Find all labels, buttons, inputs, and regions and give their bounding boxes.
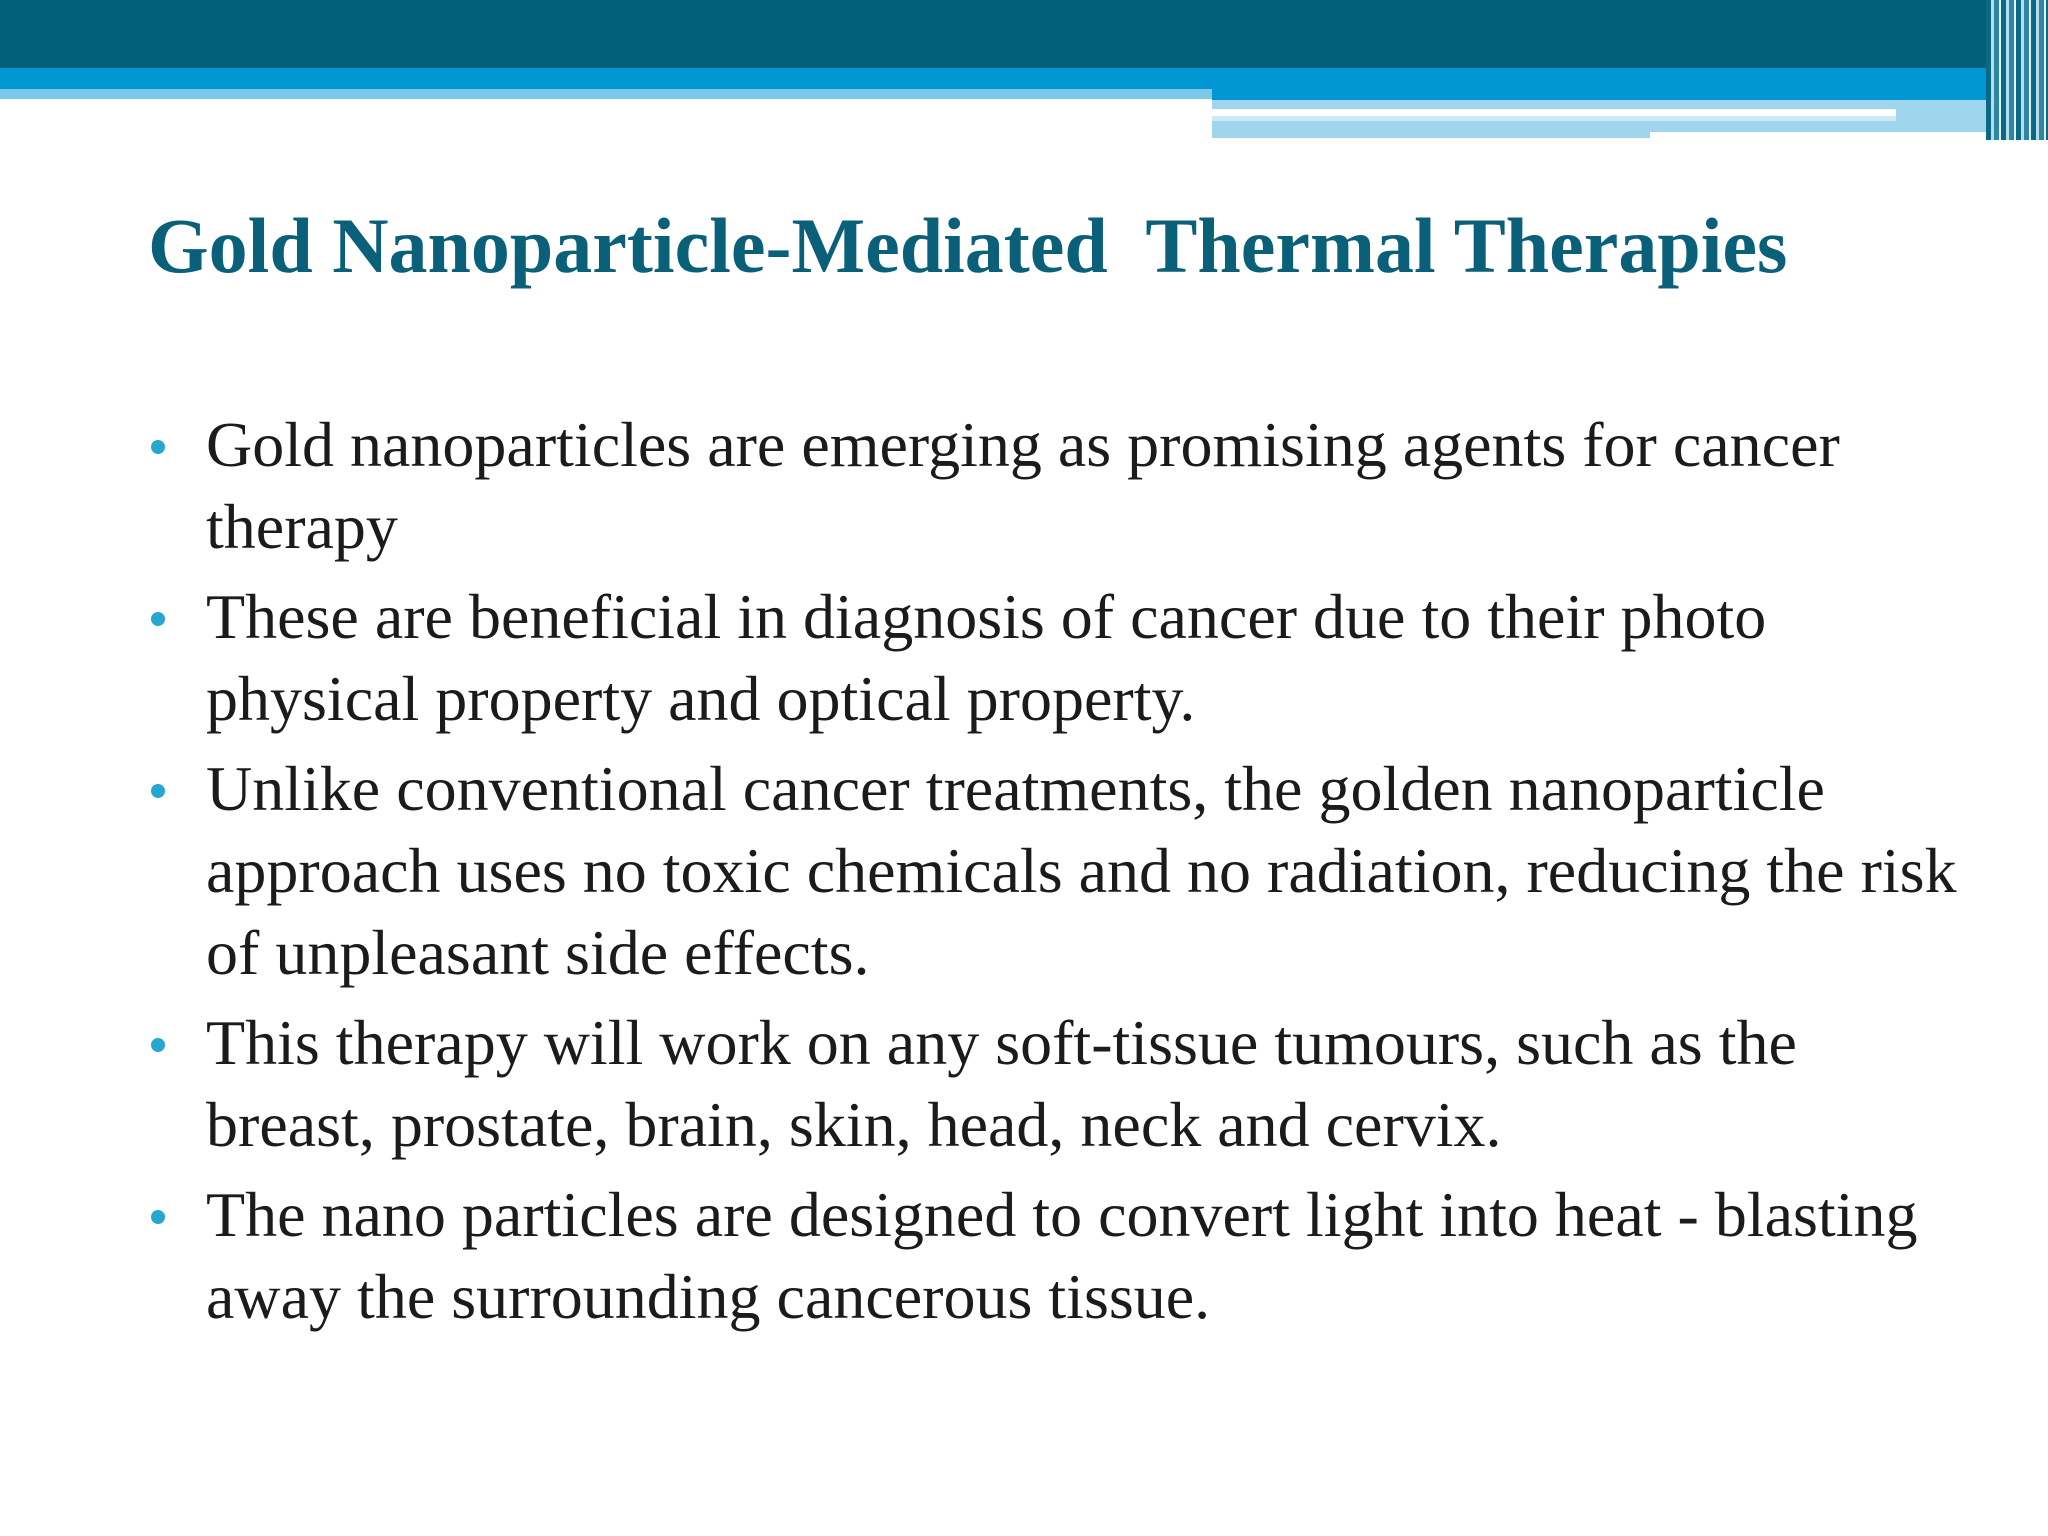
bullet-item bbox=[148, 576, 1968, 740]
bullet-item bbox=[148, 1174, 1968, 1338]
header-band-dark bbox=[0, 0, 2048, 68]
header-band-right-line-secondary bbox=[1212, 116, 1896, 121]
bullet-dot-icon bbox=[151, 612, 165, 626]
header-edge-stripes bbox=[1986, 0, 2048, 140]
bullet-list bbox=[148, 404, 1968, 1346]
bullet-dot-icon bbox=[151, 784, 165, 798]
bullet-dot-icon bbox=[151, 1210, 165, 1224]
bullet-text: Unlike conventional cancer treatments, the golden nanoparticle approach uses no toxic chemicals and no radiation, reducing the risk of unpleasant side effects. bbox=[206, 753, 1957, 988]
slide-title: Gold Nanoparticle-Mediated Thermal Therapies bbox=[148, 202, 1788, 289]
bullet-item bbox=[148, 404, 1968, 568]
header-band-mid bbox=[0, 68, 1212, 89]
bullet-dot-icon bbox=[151, 440, 165, 454]
bullet-text: This therapy will work on any soft-tissue tumours, such as the breast, prostate, brain, skin, head, neck and cervix. bbox=[206, 1007, 1797, 1160]
bullet-item bbox=[148, 748, 1968, 994]
bullet-item bbox=[148, 1002, 1968, 1166]
header-band-light bbox=[0, 89, 1212, 99]
bullet-text: These are beneficial in diagnosis of cancer due to their photo physical property and optical property. bbox=[206, 581, 1767, 734]
bullet-dot-icon bbox=[151, 1038, 165, 1052]
bullet-text: Gold nanoparticles are emerging as promising agents for cancer therapy bbox=[206, 409, 1840, 562]
bullet-text: The nano particles are designed to convert light into heat - blasting away the surrounding cancerous tissue. bbox=[206, 1179, 1918, 1332]
header-band-right-mid bbox=[1212, 68, 2048, 100]
header-band-right-line bbox=[1212, 109, 1896, 116]
